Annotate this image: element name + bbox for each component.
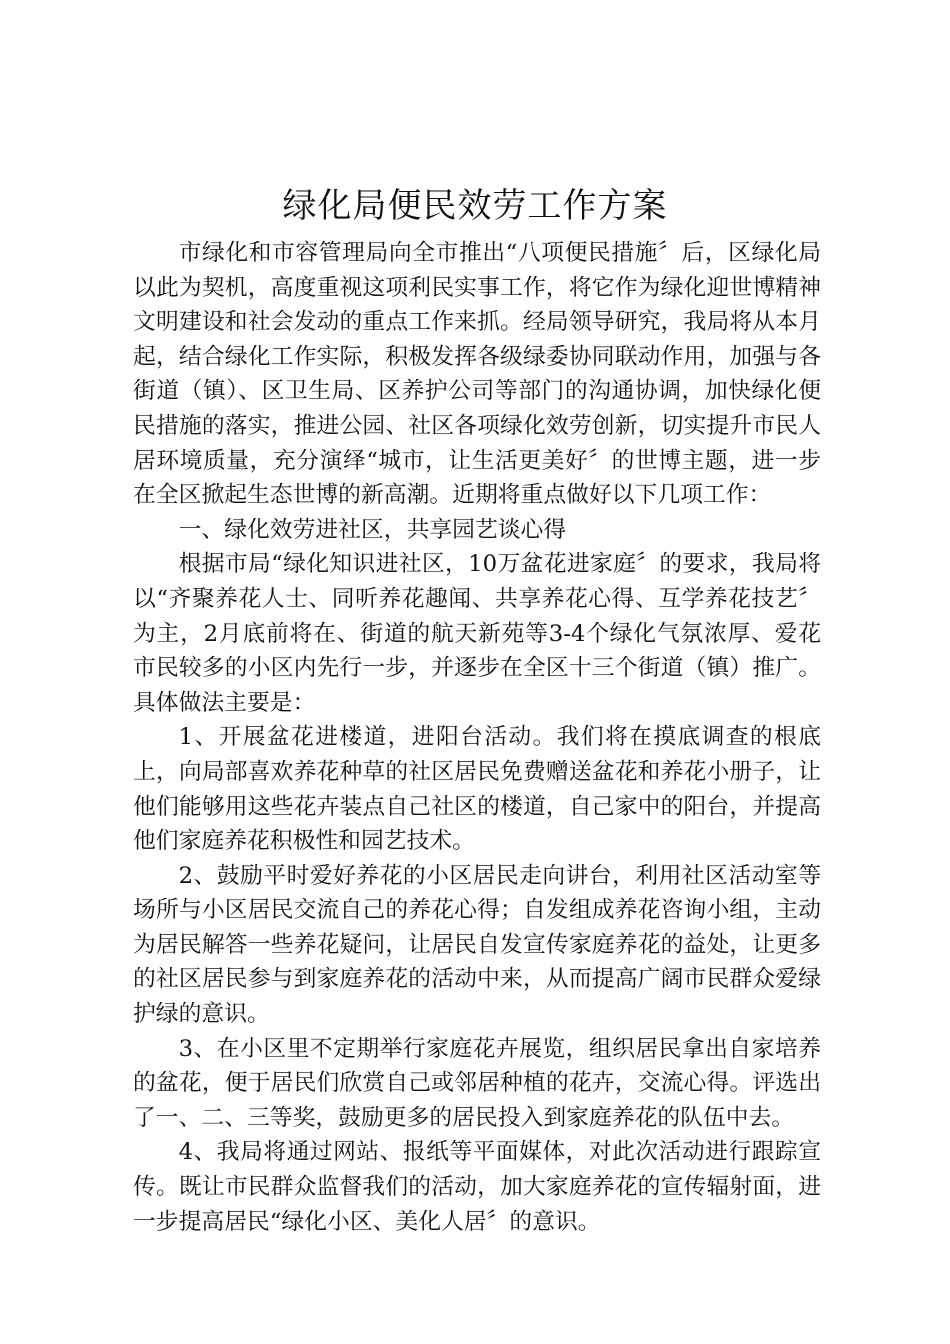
paragraph-item-2: 2、鼓励平时爱好养花的小区居民走向讲台，利用社区活动室等场所与小区居民交流自己的养花心得；自发组成养花咨询小组，主动为居民解答一些养花疑问，让居民自发宣传家庭养花的益处，让更多的社区居民参与到家庭养花的活动中来，从而提高广阔市民群众爱绿护绿的意识。 [133, 862, 821, 1028]
paragraph-item-3: 3、在小区里不定期举行家庭花卉展览，组织居民拿出自家培养的盆花，便于居民们欣赏自己或邻居种植的花卉，交流心得。评选出了一、二、三等奖，鼓励更多的居民投入到家庭养花的队伍中去。 [133, 1035, 821, 1131]
paragraph-item-4: 4、我局将通过网站、报纸等平面媒体，对此次活动进行跟踪宣传。既让市民群众监督我们的活动，加大家庭养花的宣传辐射面，进一步提高居民“绿化小区、美化人居〞的意识。 [133, 1139, 821, 1235]
document-title: 绿化局便民效劳工作方案 [282, 186, 668, 226]
paragraph-item-1: 1、开展盆花进楼道，进阳台活动。我们将在摸底调查的根底上，向局部喜欢养花种草的社区居民免费赠送盆花和养花小册子，让他们能够用这些花卉装点自己社区的楼道，自己家中的阳台，并提高他们家庭养花积极性和园艺技术。 [133, 724, 821, 855]
paragraph-requirements: 根据市局“绿化知识进社区，10万盆花进家庭〞的要求，我局将以“齐聚养花人士、同听养花趣闻、共享养花心得、互学养花技艺〞为主，2月底前将在、街道的航天新苑等3-4个绿化气氛浓厚、爱花市民较多的小区内先行一步，并逐步在全区十三个街道（镇）推广。具体做法主要是： [133, 551, 821, 716]
section-heading-1: 一、绿化效劳进社区，共享园艺谈心得 [178, 516, 567, 543]
paragraph-intro: 市绿化和市容管理局向全市推出“八项便民措施〞后，区绿化局以此为契机，高度重视这项利民实事工作，将它作为绿化迎世博精神文明建设和社会发动的重点工作来抓。经局领导研究，我局将从本月起，结合绿化工作实际，积极发挥各级绿委协同联动作用，加强与各街道（镇）、区卫生局、区养护公司等部门的沟通协调，加快绿化便民措施的落实，推进公园、社区各项绿化效劳创新，切实提升市民人居环境质量，充分演绎“城市，让生活更美好〞的世博主题，进一步在全区掀起生态世博的新高潮。近期将重点做好以下几项工作： [133, 240, 821, 509]
document-body [133, 236, 821, 1239]
